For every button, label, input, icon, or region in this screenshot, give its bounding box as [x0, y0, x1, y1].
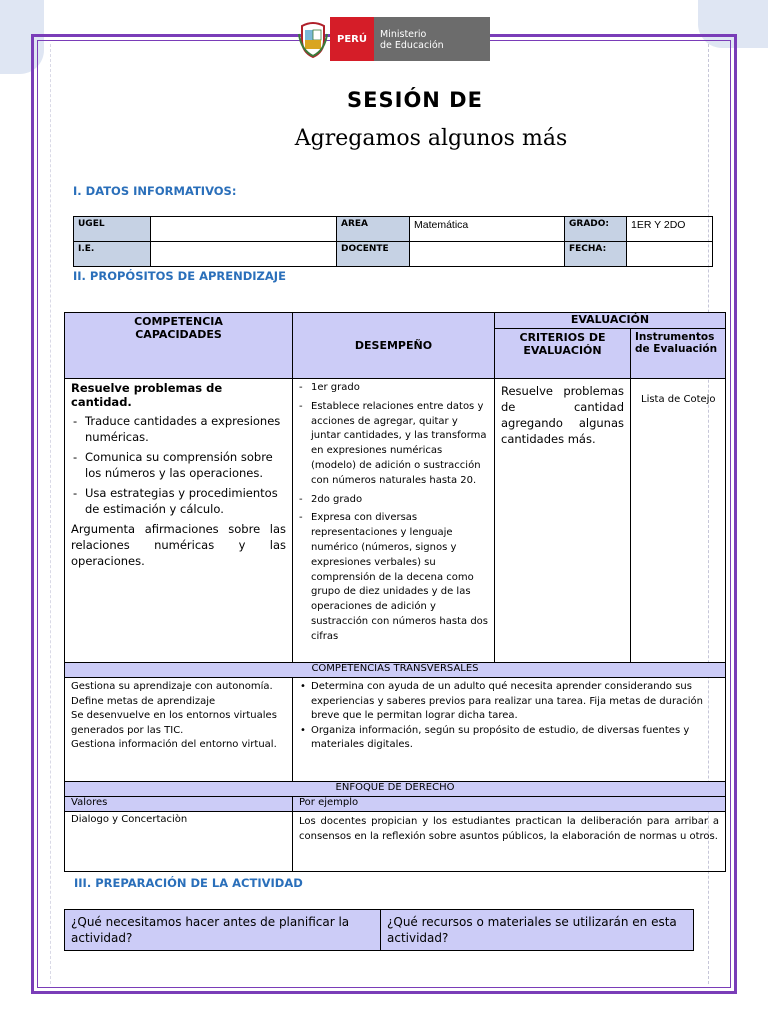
docente-value [410, 242, 565, 267]
desempeno-item: - Expresa con diversas representaciones y lenguaje numérico (números, signos y expresiones verbales) su comprensión de la decena como grupo de diez unidades y de las operaciones de adición y sustracción con números hasta dos cifras [297, 511, 490, 644]
ie-value [151, 242, 337, 267]
competencia-text: Resuelve problemas de cantidad. [71, 381, 223, 409]
header-instrumentos: Instrumentos de Evaluación [631, 329, 726, 379]
session-title: SESIÓN DE [347, 88, 483, 112]
competencia-cell [65, 379, 293, 663]
desempenos-list [297, 381, 490, 645]
grado-label: GRADO: [565, 217, 627, 242]
preparation-question-1: ¿Qué necesitamos hacer antes de planificar la actividad? [65, 910, 381, 951]
capacidad-item: - Traduce cantidades a expresiones numéricas. [71, 413, 286, 445]
section-propositos-heading: II. PROPÓSITOS DE APRENDIZAJE [73, 269, 286, 283]
criterio-cell: Resuelve problemas de cantidad agregando algunas cantidades más. [495, 379, 631, 663]
instrumento-cell: Lista de Cotejo [631, 379, 726, 663]
header-criterios: CRITERIOS DE EVALUACIÓN [495, 329, 631, 379]
preparation-question-2: ¿Qué recursos o materiales se utilizarán en esta actividad? [381, 910, 694, 951]
enfoque-col-valores: Valores [65, 797, 293, 812]
logo-peru-block: PERÚ [330, 17, 374, 61]
logo-line-1: Ministerio [380, 29, 427, 40]
header-desempeno: DESEMPEÑO [293, 313, 495, 379]
fecha-label: FECHA: [565, 242, 627, 267]
logo-ministry-block [374, 17, 490, 61]
area-value: Matemática [410, 217, 565, 242]
header-evaluacion: EVALUACIÓN [495, 313, 726, 329]
header-competencia [65, 313, 293, 379]
capacidad-extra: Argumenta afirmaciones sobre las relaciones numéricas y las operaciones. [71, 522, 286, 568]
desempeno-item: - Establece relaciones entre datos y acciones de agregar, quitar y juntar cantidades, y las transforma en expresiones numéricas (modelo) de adición o sustracción con números naturales hasta 20. [297, 400, 490, 489]
preparation-table [64, 909, 694, 951]
ugel-label: UGEL [74, 217, 151, 242]
grado-value: 1ER Y 2DO [627, 217, 713, 242]
transversal-left-cell [65, 678, 293, 782]
desempeno-item: - 1er grado [297, 381, 490, 396]
docente-label: DOCENTE [337, 242, 410, 267]
transversal-left-line: Gestiona su aprendizaje con autonomía. [71, 681, 273, 692]
transversal-right-cell [293, 678, 726, 782]
transversal-header: COMPETENCIAS TRANSVERSALES [65, 663, 726, 678]
ugel-value [151, 217, 337, 242]
purposes-table [64, 312, 726, 872]
header-competencia-text: COMPETENCIA [134, 315, 223, 328]
logo-line-2: de Educación [380, 40, 444, 51]
margin-guide-left [50, 44, 51, 984]
capacidades-list [71, 413, 286, 517]
transversal-left-line: Se desenvuelve en los entornos virtuales generados por las TIC. [71, 710, 277, 736]
transversal-right-item: • Organiza información, según su propósito de estudio, de diversas fuentes y materiales digitales. [297, 724, 719, 753]
capacidad-item: - Comunica su comprensión sobre los números y las operaciones. [71, 449, 286, 481]
transversal-left-line: Gestiona información del entorno virtual. [71, 739, 277, 751]
transversal-right-item: • Determina con ayuda de un adulto qué necesita aprender considerando sus experiencias y saberes previos para realizar una tarea. Fija metas de duración breve que le permitan lograr dicha tarea. [297, 680, 719, 724]
area-label: AREA [337, 217, 410, 242]
desempeno-item: - 2do grado [297, 493, 490, 508]
enfoque-col-ejemplo: Por ejemplo [293, 797, 726, 812]
header-capacidades-text: CAPACIDADES [135, 328, 222, 341]
section-datos-heading: I. DATOS INFORMATIVOS: [73, 184, 237, 198]
fecha-value [627, 242, 713, 267]
peru-seal-icon [296, 17, 330, 61]
capacidad-item: - Usa estrategias y procedimientos de estimación y cálculo. [71, 485, 286, 517]
transversal-right-list [297, 680, 719, 753]
section-preparacion-heading: III. PREPARACIÓN DE LA ACTIVIDAD [74, 876, 303, 890]
transversal-left-line: Define metas de aprendizaje [71, 695, 216, 707]
enfoque-ejemplo-cell: Los docentes propician y los estudiantes practican la deliberación para arribar a consensos en la reflexión sobre asuntos públicos, la elaboración de normas u otros. [293, 812, 726, 872]
session-subtitle: Agregamos algunos más [294, 126, 568, 151]
minedu-logo [296, 17, 490, 61]
ie-label: I.E. [74, 242, 151, 267]
info-table [73, 216, 713, 267]
enfoque-valor-cell: Dialogo y Concertaciòn [65, 812, 293, 872]
enfoque-header: ENFOQUE DE DERECHO [65, 782, 726, 797]
desempeno-cell [293, 379, 495, 663]
